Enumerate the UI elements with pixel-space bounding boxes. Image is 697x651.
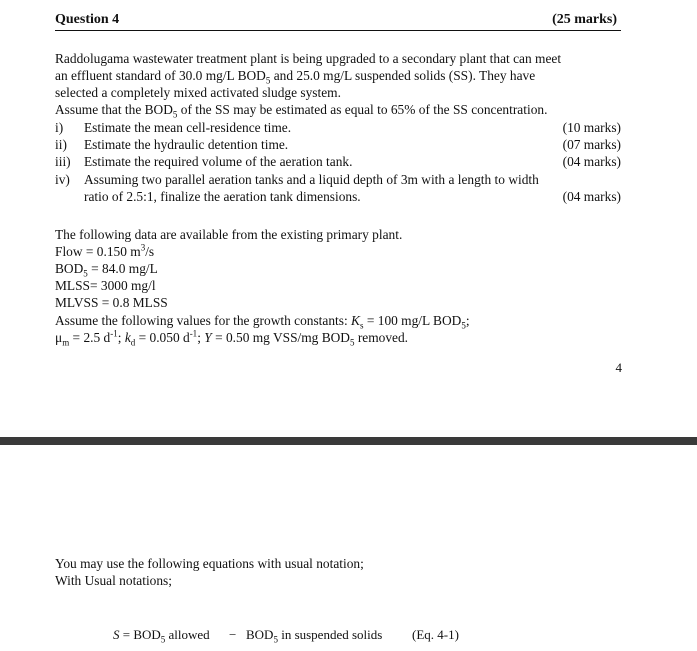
task-text: Estimate the required volume of the aeration tank. — [84, 154, 353, 169]
data-intro: The following data are available from the existing primary plant. — [55, 227, 403, 242]
task-number: iii) — [55, 154, 71, 169]
intro-line-4: Assume that the $BOD_5$ of the SS may be estimated as equal to 65% of the SS concentration. — [55, 102, 548, 120]
task-item-4 — [55, 172, 621, 188]
data-mlss: MLSS= 3000 mg/l — [55, 278, 156, 293]
intro-line-3: selected a completely mixed activated sludge system. — [55, 85, 341, 100]
question-header — [55, 10, 621, 31]
task-item-1 — [55, 120, 621, 136]
equations-notation: With Usual notations; — [55, 573, 172, 588]
equation-label: (Eq. 4-1) — [412, 627, 459, 642]
page-lower — [0, 445, 697, 651]
task-item-2 — [55, 137, 621, 153]
task-marks: (04 marks) — [562, 189, 621, 204]
task-text: Assuming two parallel aeration tanks and a liquid depth of 3m with a length to width — [84, 172, 539, 187]
equation-minus: − — [229, 627, 237, 642]
task-number: ii) — [55, 137, 67, 152]
data-bod: $BOD_5 = 84.0$ mg/L — [55, 261, 158, 279]
task-number: i) — [55, 120, 64, 135]
task-item-4-continued — [84, 189, 621, 205]
task-item-3 — [55, 154, 621, 170]
task-text-continued: ratio of 2.5:1, finalize the aeration tank dimensions. — [84, 189, 361, 204]
equation-4-1: $S = BOD_5$ allowed — [113, 627, 210, 645]
task-marks: (07 marks) — [562, 137, 621, 152]
page-separator — [0, 437, 697, 445]
task-marks: (04 marks) — [562, 154, 621, 169]
data-growth-constants: Assume the following values for the growth constants: $K_s = 100$ mg/L $BOD_5$; — [55, 313, 470, 331]
data-kinetic-values: $\mu_m = 2.5$ $d^{-1}$; $k_d = 0.050$ $d^{-1}$; Y = 0.50 mg VSS/mg $BOD_5$ removed. — [55, 328, 409, 348]
question-marks: (25 marks) — [552, 12, 617, 27]
task-text: Estimate the mean cell-residence time. — [84, 120, 292, 135]
intro-line-1: Raddolugama wastewater treatment plant is being upgraded to a secondary plant that can meet — [55, 51, 562, 66]
equations-intro: You may use the following equations with usual notation; — [55, 556, 364, 571]
equation-term-2: $BOD_5$ in suspended solids — [246, 627, 383, 645]
data-mlvss: MLVSS = 0.8 MLSS — [55, 295, 168, 310]
task-text: Estimate the hydraulic detention time. — [84, 137, 289, 152]
task-number: iv) — [55, 172, 70, 187]
intro-line-2: an effluent standard of 30.0 mg/L $BOD_5$ and 25.0 mg/L suspended solids (SS). They have — [55, 68, 536, 86]
data-flow: Flow = 0.150 $m^3/s$ — [55, 242, 155, 259]
question-title: Question 4 — [55, 12, 120, 27]
task-marks: (10 marks) — [562, 120, 621, 135]
page-number: 4 — [615, 360, 622, 375]
